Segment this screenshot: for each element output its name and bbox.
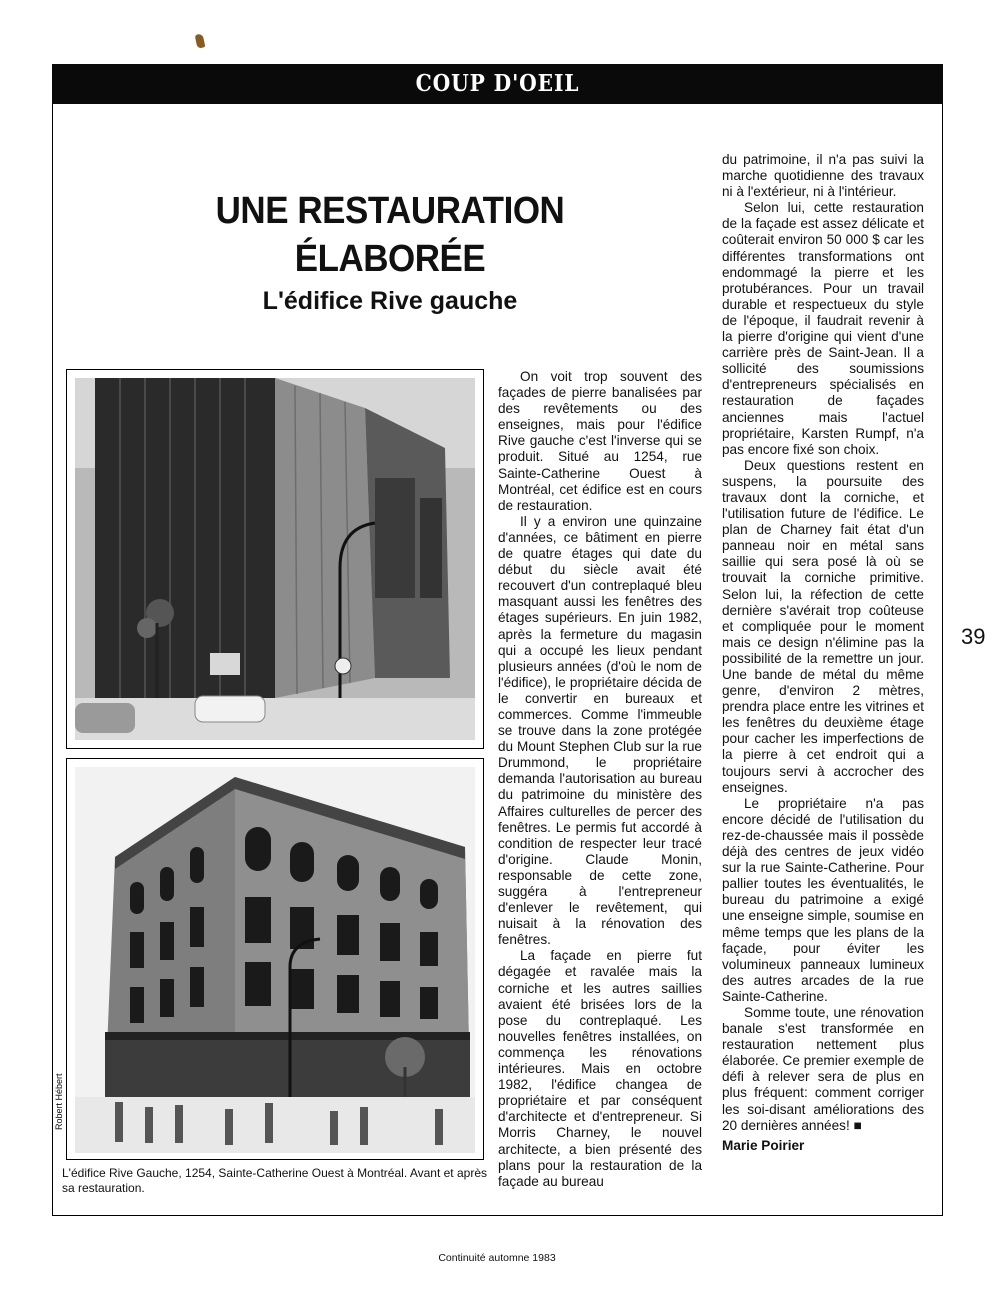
photo-caption: L'édifice Rive Gauche, 1254, Sainte-Catherine Ouest à Montréal. Avant et après sa restauration. — [62, 1166, 487, 1195]
photo-after — [66, 758, 484, 1160]
paragraph: Deux questions restent en suspens, la poursuite des travaux dont la corniche, et l'utilisation future de l'édifice. Le plan de Charney fait état d'un panneau noir en métal sans saillie qui sera posé là où se trouvait la corniche primitive. Selon lui, la réfection de cette dernière s'avérait trop coûteuse et compliquée pour le moment mais ce design n'élimine pas la possibilité de la remettre un jour. Une bande de métal du même genre, d'environ 2 mètres, prendra place entre les vitrines et les fenêtres du deuxième étage pour cacher les imperfections de la pierre à cet endroit qui a toujours servi à accrocher des enseignes. — [722, 457, 924, 795]
page-footer: Continuité automne 1983 — [438, 1252, 556, 1264]
paragraph: Il y a environ une quinzaine d'années, ce bâtiment en pierre de quatre étages qui date du début du siècle avait été recouvert d'un contreplaqué bleu masquant aussi les fenêtres des étages supérieurs. En juin 1982, après la fermeture du magasin qui a occupé les lieux pendant plusieurs années (d'où le nom de l'édifice), le propriétaire décida de le convertir en bureaux et commerces. Comme l'immeuble se trouve dans la zone protégée du Mount Stephen Club sur la rue Drummond, le propriétaire demanda l'autorisation au bureau du patrimoine du ministère des Affaires culturelles de percer des fenêtres. Le permis fut accordé à condition de respecter leur tracé d'origine. Claude Monin, responsable de cette zone, suggéra à l'entrepreneur d'enlever le revêtement, qui nuisait à la rénovation des fenêtres. — [498, 513, 702, 948]
photo-before-image — [75, 378, 475, 740]
article-title-line2: ÉLABORÉE — [294, 238, 486, 280]
paragraph: Le propriétaire n'a pas encore décidé de l'utilisation du rez-de-chaussée mais il possède déjà des centres de jeux vidéo sur la rue Sainte-Catherine. Pour pallier toutes les éventualités, le bureau du patrimoine a exigé une enseigne simple, soumise en même temps que les plans de la façade, pour éviter les volumineux panneaux lumineux des autres arcades de la rue Sainte-Catherine. — [722, 795, 924, 1004]
page-number: 39 — [961, 624, 986, 649]
article-title-line1: UNE RESTAURATION — [215, 190, 565, 232]
paragraph: La façade en pierre fut dégagée et ravalée mais la corniche et les autres saillies avaient été brisées lors de la pose du contreplaqué. Les nouvelles fenêtres installées, on commença les rénovations intérieures. Mais en octobre 1982, l'édifice changea de propriétaire et par conséquent d'architecte et d'entrepreneur. Si Morris Charney, le nouvel architecte, a bien présenté des plans pour la restauration de la façade au bureau — [498, 948, 702, 1189]
photo-after-image — [75, 767, 475, 1153]
photo-credit: Robert Hébert — [54, 1073, 64, 1130]
photo-before — [66, 369, 484, 749]
paragraph: Somme toute, une rénovation banale s'est transformée en restauration nettement plus élaborée. Ce premier exemple de défi à relever sera de plus en plus fréquent: comment corriger les soi-disant améliorations des 20 dernières années! ■ — [722, 1004, 924, 1133]
paragraph: On voit trop souvent des façades de pierre banalisées par des revêtements ou des enseignes, mais pour l'édifice Rive gauche c'est l'inverse qui se produit. Situé au 1254, rue Sainte-Catherine Ouest à Montréal, cet édifice est en cours de restauration. — [498, 369, 702, 513]
section-bar — [52, 64, 943, 104]
section-title: COUP D'OEIL — [415, 70, 580, 97]
article-column-1 — [498, 369, 702, 1190]
paragraph: Selon lui, cette restauration de la façade est assez délicate et coûterait environ 50 000 $ car les différentes transformations ont endommagé la pierre et les protubérances. Pour un travail durable et respectueux du style de l'époque, il faudrait revenir à la pierre d'origine qui vient d'une carrière près de Saint-Jean. Il a sollicité des soumissions d'entrepreneurs spécialisés en restauration de façades anciennes mais l'actuel propriétaire, Karsten Rumpf, n'a pas encore fixé son choix. — [722, 200, 924, 457]
paragraph: du patrimoine, il n'a pas suivi la marche quotidienne des travaux ni à l'extérieur, ni à l'intérieur. — [722, 152, 924, 200]
ink-mark — [195, 33, 206, 48]
article-column-2 — [722, 152, 924, 1154]
author-byline: Marie Poirier — [722, 1137, 805, 1153]
article-subtitle: L'édifice Rive gauche — [262, 287, 518, 315]
